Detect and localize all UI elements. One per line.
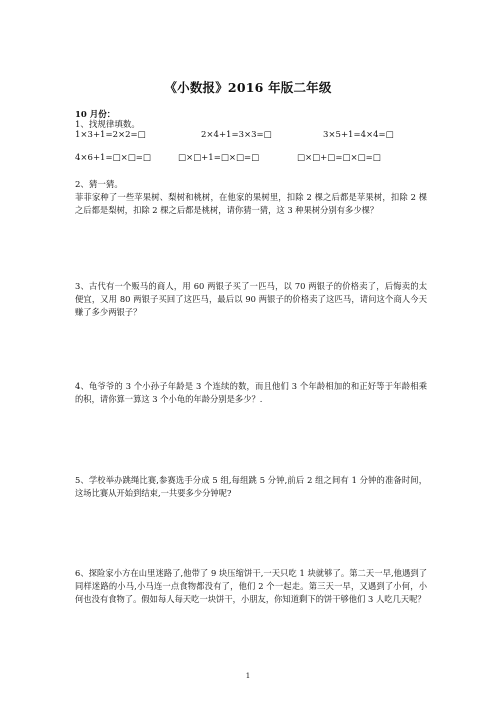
equation-row-1: [75, 130, 435, 144]
equation: □×□+□=□×□=□: [297, 153, 381, 163]
page-number: 1: [245, 672, 251, 680]
question-2-heading: 2、猜一猜。: [75, 180, 123, 190]
question-6-text: 6、探险家小方在山里迷路了,他带了 9 块压缩饼干,一天只吃 1 块就够了。第二天一早,他遇到了同样迷路的小马,小马连一点食物都没有了，他们 2 个一起走。第三天一早，又遇到了小何，小何也没有食物了。假如每人每天吃一块饼干，小朋友，你知道剩下的饼干够他们 3 人吃几天呢？: [75, 568, 427, 605]
equation: 3×5+1=4×4=□: [323, 130, 394, 140]
question-1-heading: 1、找规律填数。: [75, 120, 140, 130]
question-4-text: 4、龟爷爷的 3 个小孙子年龄是 3 个连续的数，而且他们 3 个年龄相加的和正好等于年龄相乘的积，请你算一算这 3 个小龟的年龄分别是多少？.: [75, 381, 427, 405]
equation: 4×6+1=□×□=□: [75, 153, 151, 163]
equation: □×□+1=□×□=□: [178, 153, 260, 163]
equation: 2×4+1=3×3=□: [201, 130, 272, 140]
question-5-text: 5、学校举办跳绳比赛,参赛选手分成 5 组,每组跳 5 分钟,前后 2 组之间有 1 分钟的准备时间，这场比赛从开始到结束,一共要多少分钟呢?: [75, 475, 427, 499]
equation: 1×3+1=2×2=□: [75, 130, 146, 140]
question-3-text: 3、古代有一个贩马的商人，用 60 两银子买了一匹马，以 70 两银子的价格卖了，后悔卖的太便宜，又用 80 两银子买回了这匹马，最后以 90 两银子的价格卖了这匹马，请问这个商人今天赚了多少两银子？: [75, 281, 427, 318]
page-title: 《小数报》2016 年版二年级: [164, 80, 332, 95]
month-label: 10 月份：: [75, 110, 116, 120]
equation-row-2: [75, 153, 435, 167]
question-2-text: 菲菲家种了一些苹果树、梨树和桃树，在他家的果树里，扣除 2 棵之后都是苹果树，扣除 2 棵之后都是梨树，扣除 2 棵之后都是桃树，请你猜一猜，这 3 种果树分别有多少棵？: [75, 192, 427, 216]
